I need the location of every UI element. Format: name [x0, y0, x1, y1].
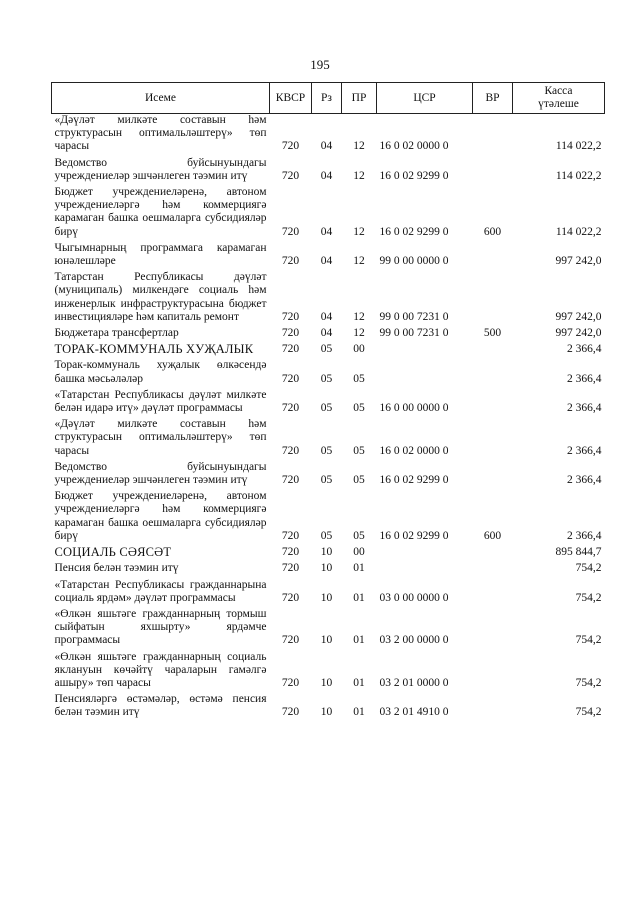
column-header-name: Исеме: [52, 83, 270, 114]
cell-rz: 04: [320, 169, 333, 182]
cell-name: «Дәүләт милкәте составын һәм структурасын оптимальләштерү» төп чарасы: [54, 418, 267, 457]
cell-vr: [473, 154, 513, 183]
cell-rz: 05: [320, 529, 333, 542]
cell-csr: 16 0 02 9299 0: [379, 169, 449, 182]
cell-pr: 05: [353, 529, 365, 542]
cell-vr: [473, 340, 513, 356]
cell-kvsr: 720: [281, 343, 300, 356]
page-number: 195: [310, 57, 330, 72]
cell-pr: 00: [353, 546, 365, 559]
cell-csr: 16 0 02 0000 0: [379, 140, 449, 153]
cell-pr: 01: [353, 591, 365, 604]
cell-name: Бюджетара трансфертлар: [54, 327, 179, 340]
table-row: [52, 154, 605, 183]
cell-kvsr: 720: [281, 327, 300, 340]
table-body: [52, 114, 605, 720]
cell-pr: 12: [353, 169, 365, 182]
cell-sum: 754,2: [575, 562, 602, 575]
cell-vr: [473, 239, 513, 268]
table-row: [52, 605, 605, 648]
cell-rz: 05: [320, 474, 333, 487]
cell-rz: 04: [320, 140, 333, 153]
cell-csr: 03 2 01 0000 0: [379, 676, 449, 689]
table-row: [52, 648, 605, 691]
cell-vr: [473, 543, 513, 559]
cell-sum: 2 366,4: [567, 343, 602, 356]
cell-vr: [473, 605, 513, 648]
cell-sum: 2 366,4: [567, 529, 602, 542]
cell-csr: [377, 543, 473, 559]
cell-vr: [473, 576, 513, 605]
cell-csr: 99 0 00 7231 0: [379, 327, 449, 340]
table-row: [52, 114, 605, 154]
cell-vr: [473, 458, 513, 487]
cell-rz: 04: [320, 225, 333, 238]
cell-kvsr: 720: [281, 372, 300, 385]
cell-sum: 114 022,2: [555, 140, 602, 153]
table-row: [52, 239, 605, 268]
cell-name: «Өлкән яшьтәге гражданнарның тормыш сыйфатын яхшырту» ярдәмче программасы: [54, 607, 267, 647]
cell-pr: 01: [353, 676, 365, 689]
cell-name: Ведомство буйсынуындагы учреждениеләр эшчәнлеген тәэмин итү: [54, 460, 267, 487]
cell-name: «Татарстан Республикасы дәүләт милкәте белән идарә итү» дәүләт программасы: [54, 388, 267, 415]
cell-csr: [377, 340, 473, 356]
cell-rz: 05: [320, 402, 333, 415]
cell-rz: 10: [320, 591, 333, 604]
table-row: [52, 487, 605, 543]
cell-kvsr: 720: [281, 402, 300, 415]
cell-csr: [377, 356, 473, 385]
table-row: [52, 356, 605, 385]
table-row: [52, 576, 605, 605]
column-header-pr: ПР: [342, 83, 377, 114]
cell-sum: 2 366,4: [567, 402, 602, 415]
cell-rz: 10: [320, 562, 333, 575]
budget-table: [51, 82, 605, 720]
cell-csr: 99 0 00 7231 0: [379, 310, 449, 323]
cell-pr: 12: [353, 310, 365, 323]
cell-csr: 03 2 01 4910 0: [379, 706, 449, 719]
cell-csr: 16 0 02 9299 0: [379, 529, 449, 542]
cell-name: «Татарстан Республикасы гражданнарына социаль ярдәм» дәүләт программасы: [54, 578, 267, 604]
column-header-sum: [513, 83, 605, 114]
cell-rz: 04: [320, 327, 333, 340]
cell-vr: 600: [483, 529, 502, 542]
cell-kvsr: 720: [281, 255, 300, 268]
cell-kvsr: 720: [281, 676, 300, 689]
cell-name: Торак-коммуналь хуҗалык өлкәсендә башка мәсьәләләр: [54, 359, 267, 385]
cell-vr: [473, 690, 513, 719]
cell-csr: 99 0 00 0000 0: [379, 255, 449, 268]
cell-pr: 00: [353, 343, 365, 356]
column-header-csr: ЦСР: [377, 83, 473, 114]
cell-sum: 2 366,4: [567, 372, 602, 385]
table-row: [52, 183, 605, 239]
cell-vr: [473, 386, 513, 415]
cell-name: Татарстан Республикасы дәүләт (муниципаль) милкендәге социаль һәм инженерлык инфраструктурасына бюджет инвестицияләре һәм капиталь ремонт: [54, 271, 267, 323]
cell-pr: 05: [353, 444, 365, 457]
cell-rz: 10: [320, 546, 333, 559]
cell-name: «Дәүләт милкәте составын һәм структурасын оптимальләштерү» төп чарасы: [54, 114, 267, 153]
column-header-vr: ВР: [473, 83, 513, 114]
cell-sum: 2 366,4: [567, 474, 602, 487]
column-header-sum-line1: Касса: [544, 85, 573, 97]
cell-rz: 10: [320, 706, 333, 719]
cell-kvsr: 720: [281, 634, 300, 647]
table-row: [52, 458, 605, 487]
cell-kvsr: 720: [281, 444, 300, 457]
cell-pr: 05: [353, 372, 365, 385]
cell-kvsr: 720: [281, 140, 300, 153]
cell-name: Ведомство буйсынуындагы учреждениеләр эшчәнлеген тәэмин итү: [54, 156, 267, 182]
cell-sum: 997 242,0: [555, 310, 602, 323]
cell-rz: 10: [320, 676, 333, 689]
table-row: [52, 415, 605, 458]
cell-kvsr: 720: [281, 706, 300, 719]
cell-csr: 16 0 02 9299 0: [379, 225, 449, 238]
cell-csr: 03 2 00 0000 0: [379, 634, 449, 647]
cell-rz: 05: [320, 372, 333, 385]
column-header-sum-line2: үтәлеше: [538, 98, 579, 110]
cell-pr: 12: [353, 327, 365, 340]
cell-kvsr: 720: [281, 474, 300, 487]
cell-vr: [473, 415, 513, 458]
cell-csr: [377, 559, 473, 575]
cell-name: Бюджет учреждениеләренә, автоном учреждениеләргә һәм коммерциягә карамаган башка оешмаларга субсидияләр бирү: [54, 490, 267, 542]
table-row: [52, 543, 605, 559]
cell-pr: 05: [353, 402, 365, 415]
cell-name: Чыгымнарның программага карамаган юнәлешләре: [54, 241, 267, 268]
cell-vr: [473, 114, 513, 154]
cell-name: Пенсияләргә өстәмәләр, өстәмә пенсия белән тәэмин итү: [54, 693, 267, 719]
cell-kvsr: 720: [281, 169, 300, 182]
cell-sum: 754,2: [575, 676, 602, 689]
cell-rz: 10: [320, 634, 333, 647]
column-header-kvsr: КВСР: [270, 83, 312, 114]
cell-sum: 754,2: [575, 706, 602, 719]
table-header: [52, 83, 605, 114]
cell-name: Пенсия белән тәэмин итү: [54, 562, 179, 575]
cell-kvsr: 720: [281, 546, 300, 559]
cell-pr: 12: [353, 255, 365, 268]
cell-vr: 500: [483, 327, 502, 340]
cell-kvsr: 720: [281, 225, 300, 238]
cell-name: ТОРАК-КОММУНАЛЬ ХУҖАЛЫК: [54, 342, 254, 357]
cell-vr: [473, 356, 513, 385]
cell-pr: 01: [353, 706, 365, 719]
table-row: [52, 324, 605, 340]
cell-rz: 05: [320, 444, 333, 457]
cell-pr: 12: [353, 140, 365, 153]
cell-name: «Өлкән яшьтәге гражданнарның социаль яклануын көчәйтү чараларын гамәлгә ашыру» төп чарасы: [54, 650, 267, 689]
table-row: [52, 690, 605, 719]
cell-vr: [473, 268, 513, 324]
cell-pr: 01: [353, 634, 365, 647]
cell-rz: 05: [320, 343, 333, 356]
cell-kvsr: 720: [281, 562, 300, 575]
cell-csr: 16 0 02 9299 0: [379, 474, 449, 487]
cell-pr: 01: [353, 562, 365, 575]
cell-csr: 16 0 02 0000 0: [379, 444, 449, 457]
table-row: [52, 340, 605, 356]
cell-vr: [473, 559, 513, 575]
table-row: [52, 386, 605, 415]
cell-sum: 997 242,0: [555, 327, 602, 340]
cell-sum: 997 242,0: [555, 255, 602, 268]
cell-sum: 114 022,2: [555, 169, 602, 182]
cell-csr: 03 0 00 0000 0: [379, 591, 449, 604]
table-row: [52, 559, 605, 575]
cell-name: Бюджет учреждениеләренә, автоном учреждениеләргә һәм коммерциягә карамаган башка оешмаларга субсидияләр бирү: [54, 186, 267, 238]
cell-rz: 04: [320, 310, 333, 323]
cell-sum: 754,2: [575, 591, 602, 604]
column-header-rz: Рз: [312, 83, 342, 114]
table-row: [52, 268, 605, 324]
cell-pr: 12: [353, 225, 365, 238]
cell-kvsr: 720: [281, 529, 300, 542]
cell-rz: 04: [320, 255, 333, 268]
cell-name: СОЦИАЛЬ СӘЯСӘТ: [54, 545, 172, 560]
cell-sum: 754,2: [575, 634, 602, 647]
cell-kvsr: 720: [281, 591, 300, 604]
cell-sum: 2 366,4: [567, 444, 602, 457]
cell-sum: 114 022,2: [555, 225, 602, 238]
cell-pr: 05: [353, 474, 365, 487]
cell-kvsr: 720: [281, 310, 300, 323]
cell-vr: 600: [483, 225, 502, 238]
cell-csr: 16 0 00 0000 0: [379, 402, 449, 415]
cell-vr: [473, 648, 513, 691]
cell-sum: 895 844,7: [555, 546, 602, 559]
